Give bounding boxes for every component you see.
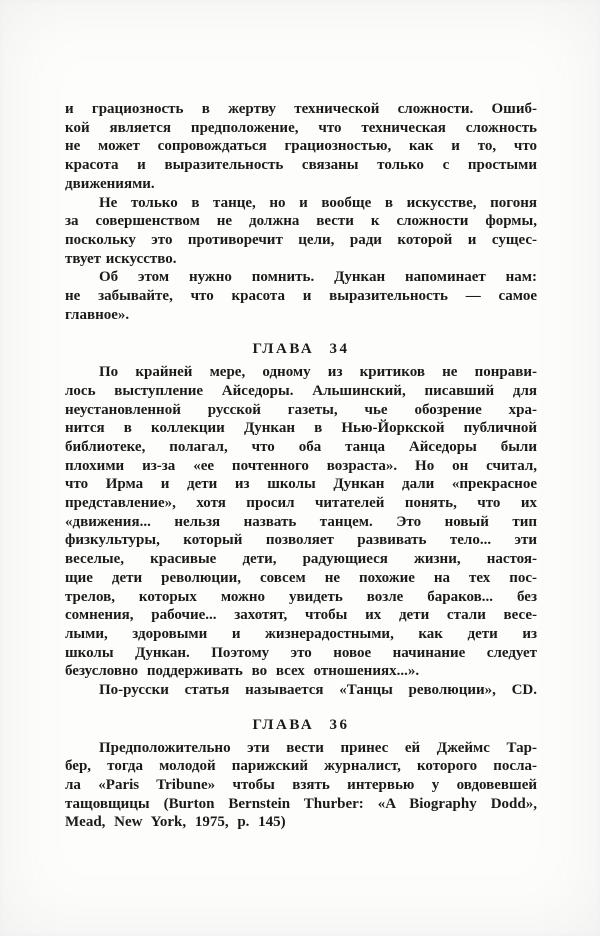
paragraph (65, 100, 537, 194)
text-line: Предположительно эти вести принес ей Джеймс Тар- (99, 739, 537, 756)
text-line: ла «Paris Tribune» чтобы взять интервью у овдовевшей (65, 776, 537, 793)
text-line: не забывайте, что красота и выразительность — самое (65, 288, 537, 305)
text-line: По-русски статья называется «Танцы революции», CD. (99, 682, 537, 699)
text-line: за совершенством не должна вести к сложности формы, (65, 213, 537, 230)
text-line: Об этом нужно помнить. Дункан напоминает нам: (99, 269, 537, 286)
chapter-heading: ГЛАВА 34 (252, 341, 350, 358)
text-line: что Ирма и дети из школы Дункан дали «прекрасное (65, 476, 537, 493)
text-line: сомнения, рабочие... захотят, чтобы их дети стали весе- (65, 607, 537, 624)
text-line: тащовщицы (Burton Bernstein Thurber: «A Biography Dodd», (65, 795, 537, 812)
text-line: щие дети революции, совсем не похожие на тех пос- (65, 569, 537, 586)
text-line: лось выступление Айседоры. Альшинский, писавший для (65, 382, 537, 399)
chapter-heading: ГЛАВА 36 (252, 716, 350, 733)
text-line: поскольку это противоречит цели, ради которой и сущес- (65, 231, 537, 248)
text-line: трелов, которых можно увидеть возле бараков... без (65, 588, 537, 605)
text-line: твует искусство. (65, 250, 177, 267)
text-line: представление», хотя просил читателей понять, что их (65, 495, 537, 512)
paragraph (65, 194, 537, 269)
text-line: плохими из-за «ее почтенного возраста». Но он считал, (65, 457, 537, 474)
text-line: лыми, здоровыми и жизнерадостными, как дети из (65, 625, 537, 642)
text-line: безусловно поддерживать во всех отношениях...». (65, 663, 420, 680)
paragraph (65, 739, 537, 833)
text-line: библиотеке, полагал, что оба танца Айседоры были (65, 438, 537, 455)
text-line: Не только в танце, но и вообще в искусстве, погоня (99, 194, 537, 211)
paragraph (65, 268, 537, 324)
paragraph (65, 681, 537, 700)
text-line: главное». (65, 306, 130, 323)
text-line: бер, тогда молодой парижский журналист, которого посла- (65, 758, 537, 775)
text-line: «движения... нельзя назвать танцем. Это новый тип (65, 513, 537, 530)
text-line: По крайней мере, одному из критиков не понрави- (99, 364, 537, 381)
text-line: кой является предположение, что техническая сложность (65, 119, 537, 136)
text-line: неустановленной русской газеты, чье обозрение хра- (65, 401, 537, 418)
text-line: красота и выразительность связаны только с простыми (65, 157, 537, 174)
text-line: веселые, красивые дети, радующиеся жизни, настоя- (65, 551, 537, 568)
paragraph (65, 363, 537, 681)
text-line: движениями. (65, 175, 155, 192)
text-line: школы Дункан. Поэтому это новое начинание следует (65, 644, 537, 661)
text-line: не может сопровождаться грациозностью, как и то, что (65, 138, 537, 155)
text-line: и грациозность в жертву технической сложности. Ошиб- (65, 101, 537, 117)
text-line: нится в коллекции Дункан в Нью-Йоркской публичной (65, 420, 537, 437)
text-line: физкультуры, который позволяет развивать тело... эти (65, 532, 537, 549)
page-text-block (65, 100, 537, 832)
text-line: Mead, New York, 1975, p. 145) (65, 814, 286, 831)
